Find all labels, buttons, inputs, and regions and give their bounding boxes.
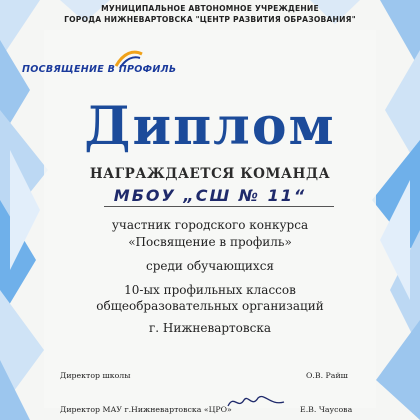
diploma-title: Диплом xyxy=(84,96,336,157)
body-line-2: «Посвящение в профиль» xyxy=(128,235,292,249)
body-line-3: среди обучающихся xyxy=(146,259,274,273)
awarded-heading: НАГРАЖДАЕТСЯ КОМАНДА xyxy=(89,166,331,182)
school-director-title: Директор школы xyxy=(60,371,131,380)
center-director-title: Директор МАУ г.Нижневартовска «ЦРО» xyxy=(60,405,232,414)
body-line-5: общеобразовательных организаций xyxy=(96,299,324,313)
team-name-handwritten: МБОУ „СШ № 11“ xyxy=(113,186,307,205)
organization-name-line-1: МУНИЦИПАЛЬНОЕ АВТОНОМНОЕ УЧРЕЖДЕНИЕ xyxy=(101,4,319,13)
organization-name-line-2: ГОРОДА НИЖНЕВАРТОВСКА "ЦЕНТР РАЗВИТИЯ ОБРАЗОВАНИЯ" xyxy=(64,15,356,24)
body-line-6: г. Нижневартовска xyxy=(148,321,272,335)
school-director-name: О.В. Райш xyxy=(306,371,348,380)
body-line-4: 10-ых профильных классов xyxy=(124,283,296,297)
body-line-1: участник городского конкурса xyxy=(111,218,309,232)
handwritten-signature xyxy=(226,392,286,412)
center-director-name: Е.В. Чаусова xyxy=(300,405,353,414)
contest-logo-text: ПОСВЯЩЕНИЕ В ПРОФИЛЬ xyxy=(22,64,177,75)
team-underline xyxy=(104,206,334,207)
